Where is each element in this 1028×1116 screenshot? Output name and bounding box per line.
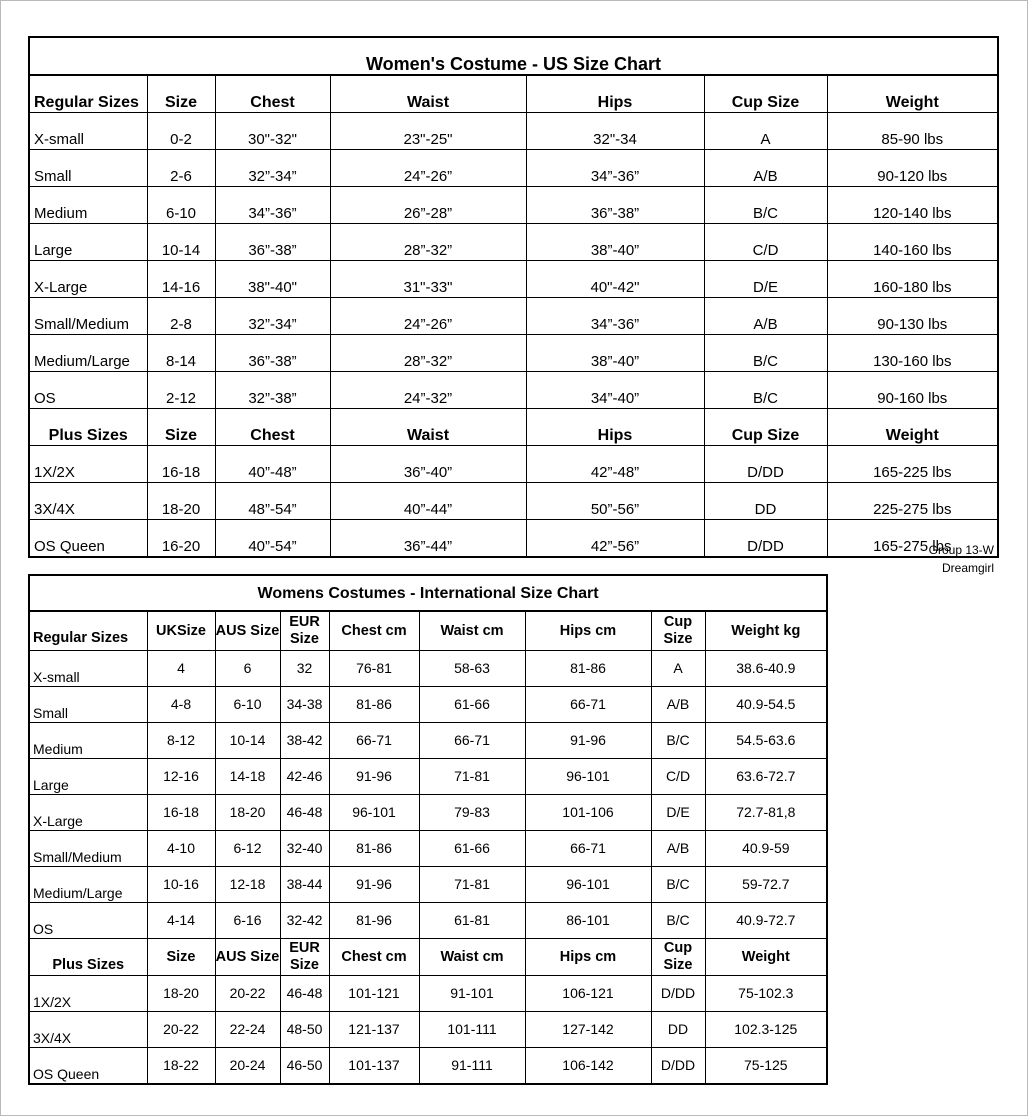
intl-cell: 127-142 [525, 1012, 651, 1048]
us-cell: 32”-34” [215, 150, 330, 187]
intl-cell: 91-101 [419, 976, 525, 1012]
intl-cell: 96-101 [525, 867, 651, 903]
us-cell: 2-8 [147, 298, 215, 335]
intl-plus-row [29, 976, 827, 1012]
intl-header-cell: EUR Size [280, 611, 329, 651]
intl-cell: 38-42 [280, 723, 329, 759]
intl-cell: 106-121 [525, 976, 651, 1012]
intl-cell: 46-48 [280, 976, 329, 1012]
us-header-cell: Hips [526, 409, 704, 446]
us-size-name: Small/Medium [29, 298, 147, 335]
intl-cell: 10-14 [215, 723, 280, 759]
us-cell: 90-130 lbs [827, 298, 998, 335]
us-cell: 2-6 [147, 150, 215, 187]
intl-size-name: Medium [29, 723, 147, 759]
us-size-name: X-Large [29, 261, 147, 298]
intl-cell: 101-111 [419, 1012, 525, 1048]
us-cell: 14-16 [147, 261, 215, 298]
us-cell: 40”-44” [330, 483, 526, 520]
intl-cell: 96-101 [525, 759, 651, 795]
intl-cell: 18-20 [215, 795, 280, 831]
intl-regular-row [29, 831, 827, 867]
intl-header-cell: Cup Size [651, 611, 705, 651]
intl-cell: 8-12 [147, 723, 215, 759]
intl-cell: 34-38 [280, 687, 329, 723]
intl-size-name: Medium/Large [29, 867, 147, 903]
intl-cell: 10-16 [147, 867, 215, 903]
us-cell: 90-120 lbs [827, 150, 998, 187]
intl-cell: 66-71 [329, 723, 419, 759]
intl-cell: 101-137 [329, 1048, 419, 1085]
us-header-cell: Cup Size [704, 75, 827, 113]
intl-cell: A [651, 651, 705, 687]
intl-cell: 66-71 [419, 723, 525, 759]
intl-cell: 46-48 [280, 795, 329, 831]
intl-cell: 121-137 [329, 1012, 419, 1048]
intl-cell: B/C [651, 723, 705, 759]
intl-size-name: OS Queen [29, 1048, 147, 1085]
us-cell: 42”-56” [526, 520, 704, 558]
intl-cell: 14-18 [215, 759, 280, 795]
us-size-name: OS Queen [29, 520, 147, 558]
intl-cell: 75-125 [705, 1048, 827, 1085]
intl-size-name: X-small [29, 651, 147, 687]
us-cell: 90-160 lbs [827, 372, 998, 409]
intl-cell: 79-83 [419, 795, 525, 831]
us-cell: A [704, 113, 827, 150]
us-cell: 225-275 lbs [827, 483, 998, 520]
us-header-cell: Regular Sizes [29, 75, 147, 113]
intl-cell: 81-86 [329, 831, 419, 867]
intl-cell: 61-66 [419, 831, 525, 867]
us-size-chart [28, 36, 999, 558]
intl-cell: 63.6-72.7 [705, 759, 827, 795]
intl-cell: 46-50 [280, 1048, 329, 1085]
us-header-cell: Chest [215, 409, 330, 446]
intl-regular-row [29, 795, 827, 831]
intl-header-cell: Waist cm [419, 939, 525, 976]
intl-cell: 6 [215, 651, 280, 687]
intl-regular-row [29, 903, 827, 939]
us-size-name: Medium [29, 187, 147, 224]
intl-header-cell: Cup Size [651, 939, 705, 976]
us-plus-row [29, 483, 998, 520]
us-regular-row [29, 372, 998, 409]
us-header-cell: Plus Sizes [29, 409, 147, 446]
intl-size-name: 3X/4X [29, 1012, 147, 1048]
intl-cell: 102.3-125 [705, 1012, 827, 1048]
us-cell: A/B [704, 150, 827, 187]
us-cell: 36”-38” [215, 335, 330, 372]
us-cell: D/E [704, 261, 827, 298]
us-size-name: OS [29, 372, 147, 409]
intl-plus-row [29, 1012, 827, 1048]
intl-cell: 71-81 [419, 759, 525, 795]
us-cell: D/DD [704, 446, 827, 483]
intl-cell: 6-16 [215, 903, 280, 939]
intl-header-cell: Chest cm [329, 611, 419, 651]
intl-cell: 22-24 [215, 1012, 280, 1048]
intl-cell: 72.7-81,8 [705, 795, 827, 831]
intl-header-cell: Regular Sizes [29, 611, 147, 651]
us-cell: 16-18 [147, 446, 215, 483]
us-cell: 34”-40” [526, 372, 704, 409]
intl-cell: 38-44 [280, 867, 329, 903]
intl-cell: 106-142 [525, 1048, 651, 1085]
intl-cell: B/C [651, 867, 705, 903]
us-cell: 50”-56” [526, 483, 704, 520]
us-regular-row [29, 335, 998, 372]
us-cell: 16-20 [147, 520, 215, 558]
us-header-cell: Size [147, 75, 215, 113]
intl-cell: A/B [651, 831, 705, 867]
us-regular-row [29, 187, 998, 224]
us-cell: 0-2 [147, 113, 215, 150]
us-cell: 85-90 lbs [827, 113, 998, 150]
us-cell: 140-160 lbs [827, 224, 998, 261]
intl-header-cell: Chest cm [329, 939, 419, 976]
us-cell: B/C [704, 335, 827, 372]
intl-cell: 32 [280, 651, 329, 687]
intl-cell: 81-86 [525, 651, 651, 687]
us-size-name: Large [29, 224, 147, 261]
us-regular-row [29, 113, 998, 150]
intl-regular-row [29, 759, 827, 795]
intl-cell: 12-16 [147, 759, 215, 795]
intl-cell: D/DD [651, 1048, 705, 1085]
us-cell: 165-275 lbs [827, 520, 998, 558]
us-cell: 36”-38” [526, 187, 704, 224]
us-cell: 31"-33" [330, 261, 526, 298]
intl-cell: 59-72.7 [705, 867, 827, 903]
us-cell: 160-180 lbs [827, 261, 998, 298]
us-header-cell: Hips [526, 75, 704, 113]
us-header-cell: Size [147, 409, 215, 446]
intl-size-name: Small [29, 687, 147, 723]
us-cell: 120-140 lbs [827, 187, 998, 224]
intl-cell: 4-14 [147, 903, 215, 939]
intl-header-cell: AUS Size [215, 611, 280, 651]
us-size-name: Medium/Large [29, 335, 147, 372]
intl-cell: 4-8 [147, 687, 215, 723]
us-header-cell: Cup Size [704, 409, 827, 446]
us-cell: D/DD [704, 520, 827, 558]
intl-cell: 16-18 [147, 795, 215, 831]
intl-header-cell: UKSize [147, 611, 215, 651]
us-cell: A/B [704, 298, 827, 335]
us-cell: 32”-38” [215, 372, 330, 409]
intl-cell: 48-50 [280, 1012, 329, 1048]
intl-cell: 91-111 [419, 1048, 525, 1085]
intl-cell: 38.6-40.9 [705, 651, 827, 687]
us-plus-row [29, 520, 998, 558]
intl-cell: 42-46 [280, 759, 329, 795]
us-header-cell: Waist [330, 75, 526, 113]
intl-header-cell: Plus Sizes [29, 939, 147, 976]
intl-regular-row [29, 867, 827, 903]
us-cell: 24”-26” [330, 150, 526, 187]
intl-cell: 18-20 [147, 976, 215, 1012]
us-cell: 28”-32” [330, 335, 526, 372]
intl-header-cell: AUS Size [215, 939, 280, 976]
intl-cell: C/D [651, 759, 705, 795]
us-cell: 40"-42" [526, 261, 704, 298]
us-cell: 130-160 lbs [827, 335, 998, 372]
intl-cell: 40.9-72.7 [705, 903, 827, 939]
us-cell: 34”-36” [526, 298, 704, 335]
group-note: Group 13-W [928, 543, 994, 557]
us-cell: 32”-34” [215, 298, 330, 335]
intl-cell: 4 [147, 651, 215, 687]
intl-cell: 91-96 [525, 723, 651, 759]
us-cell: 8-14 [147, 335, 215, 372]
intl-cell: B/C [651, 903, 705, 939]
intl-cell: 32-40 [280, 831, 329, 867]
intl-cell: 91-96 [329, 759, 419, 795]
us-cell: 30"-32" [215, 113, 330, 150]
us-cell: 10-14 [147, 224, 215, 261]
intl-cell: 81-96 [329, 903, 419, 939]
intl-regular-header-row [29, 611, 827, 651]
us-cell: 36”-44” [330, 520, 526, 558]
us-cell: 38”-40” [526, 335, 704, 372]
intl-cell: 101-121 [329, 976, 419, 1012]
us-size-name: 1X/2X [29, 446, 147, 483]
intl-cell: 61-81 [419, 903, 525, 939]
intl-header-cell: EUR Size [280, 939, 329, 976]
intl-cell: D/DD [651, 976, 705, 1012]
us-cell: 42”-48” [526, 446, 704, 483]
us-size-name: Small [29, 150, 147, 187]
us-header-cell: Weight [827, 75, 998, 113]
us-cell: 23"-25" [330, 113, 526, 150]
us-header-cell: Weight [827, 409, 998, 446]
us-cell: 165-225 lbs [827, 446, 998, 483]
us-cell: 34”-36” [215, 187, 330, 224]
intl-cell: 18-22 [147, 1048, 215, 1085]
us-regular-row [29, 298, 998, 335]
us-plus-header-row [29, 409, 998, 446]
intl-cell: 66-71 [525, 831, 651, 867]
intl-cell: 91-96 [329, 867, 419, 903]
us-cell: 26”-28” [330, 187, 526, 224]
us-cell: 36”-38” [215, 224, 330, 261]
intl-cell: A/B [651, 687, 705, 723]
intl-plus-header-row [29, 939, 827, 976]
us-cell: 36”-40” [330, 446, 526, 483]
intl-regular-row [29, 651, 827, 687]
us-size-name: 3X/4X [29, 483, 147, 520]
intl-cell: 6-10 [215, 687, 280, 723]
us-cell: DD [704, 483, 827, 520]
intl-plus-row [29, 1048, 827, 1085]
intl-cell: 101-106 [525, 795, 651, 831]
us-regular-header-row [29, 75, 998, 113]
us-cell: 6-10 [147, 187, 215, 224]
us-cell: 32"-34 [526, 113, 704, 150]
intl-chart-title: Womens Costumes - International Size Chart [29, 575, 827, 611]
us-size-name: X-small [29, 113, 147, 150]
us-cell: 40”-48” [215, 446, 330, 483]
us-cell: 2-12 [147, 372, 215, 409]
us-cell: 34”-36” [526, 150, 704, 187]
us-header-cell: Waist [330, 409, 526, 446]
us-plus-row [29, 446, 998, 483]
intl-size-name: Small/Medium [29, 831, 147, 867]
intl-cell: 96-101 [329, 795, 419, 831]
us-cell: B/C [704, 372, 827, 409]
intl-cell: 40.9-54.5 [705, 687, 827, 723]
international-size-chart [28, 574, 828, 1085]
intl-cell: 6-12 [215, 831, 280, 867]
intl-size-name: Large [29, 759, 147, 795]
us-cell: 28”-32” [330, 224, 526, 261]
intl-cell: 71-81 [419, 867, 525, 903]
us-regular-row [29, 224, 998, 261]
intl-cell: 12-18 [215, 867, 280, 903]
us-cell: 48”-54” [215, 483, 330, 520]
intl-cell: 32-42 [280, 903, 329, 939]
us-regular-row [29, 261, 998, 298]
us-chart-title: Women's Costume - US Size Chart [29, 37, 998, 75]
intl-cell: DD [651, 1012, 705, 1048]
intl-cell: D/E [651, 795, 705, 831]
intl-header-cell: Weight kg [705, 611, 827, 651]
us-cell: B/C [704, 187, 827, 224]
intl-header-cell: Weight [705, 939, 827, 976]
intl-size-name: 1X/2X [29, 976, 147, 1012]
intl-cell: 75-102.3 [705, 976, 827, 1012]
us-cell: C/D [704, 224, 827, 261]
intl-cell: 81-86 [329, 687, 419, 723]
intl-cell: 86-101 [525, 903, 651, 939]
intl-cell: 54.5-63.6 [705, 723, 827, 759]
intl-cell: 20-22 [147, 1012, 215, 1048]
us-regular-row [29, 150, 998, 187]
intl-header-cell: Hips cm [525, 939, 651, 976]
intl-cell: 20-22 [215, 976, 280, 1012]
intl-cell: 66-71 [525, 687, 651, 723]
us-cell: 38”-40” [526, 224, 704, 261]
intl-cell: 61-66 [419, 687, 525, 723]
intl-header-cell: Hips cm [525, 611, 651, 651]
intl-header-cell: Size [147, 939, 215, 976]
intl-size-name: X-Large [29, 795, 147, 831]
intl-regular-row [29, 687, 827, 723]
us-cell: 40”-54” [215, 520, 330, 558]
us-cell: 24”-26” [330, 298, 526, 335]
us-cell: 24”-32” [330, 372, 526, 409]
us-header-cell: Chest [215, 75, 330, 113]
intl-cell: 4-10 [147, 831, 215, 867]
intl-cell: 76-81 [329, 651, 419, 687]
us-cell: 18-20 [147, 483, 215, 520]
intl-regular-row [29, 723, 827, 759]
intl-cell: 58-63 [419, 651, 525, 687]
us-cell: 38"-40" [215, 261, 330, 298]
intl-header-cell: Waist cm [419, 611, 525, 651]
intl-size-name: OS [29, 903, 147, 939]
intl-cell: 20-24 [215, 1048, 280, 1085]
brand-note: Dreamgirl [941, 561, 994, 575]
intl-cell: 40.9-59 [705, 831, 827, 867]
